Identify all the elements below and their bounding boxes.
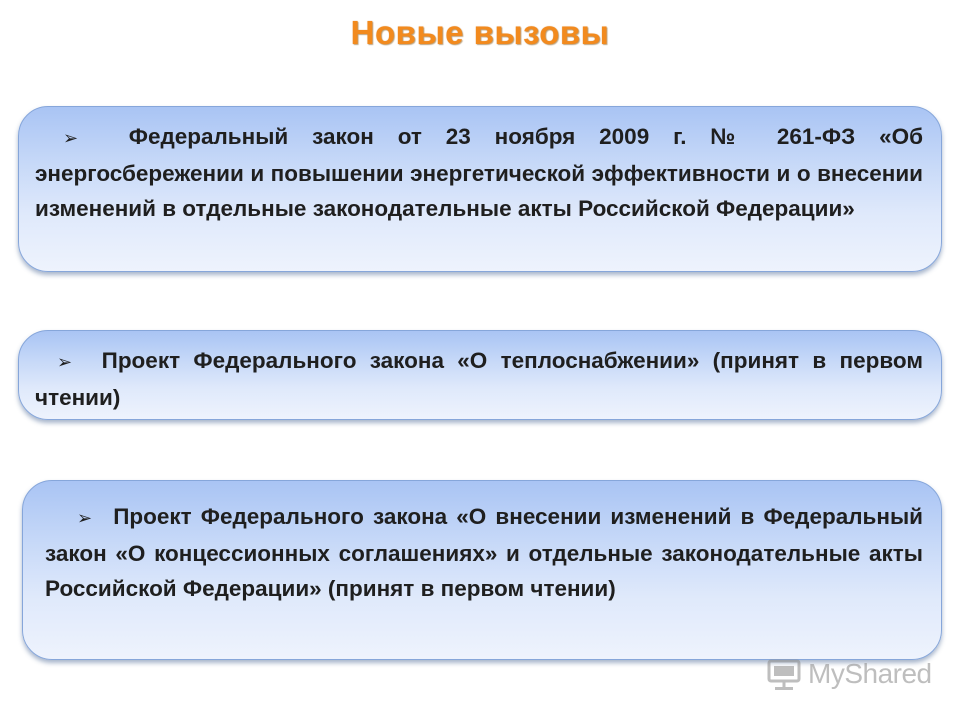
bullet-text: Проект Федерального закона «О внесении изменений в Федеральный закон «О концессионных соглашениях» и отдельные законодательные акты Российской Федерации» (принят в первом чтении)	[45, 504, 923, 601]
presentation-board-icon	[766, 656, 802, 692]
arrow-bullet-icon: ➢	[63, 128, 79, 148]
bullet-paragraph	[45, 499, 923, 606]
page-title: Новые вызовы	[350, 14, 610, 51]
arrow-bullet-icon: ➢	[77, 508, 93, 528]
bullet-box-heat-supply	[18, 330, 942, 420]
bullet-paragraph	[35, 119, 923, 226]
bullet-box-law-261	[18, 106, 942, 272]
bullet-box-concession	[22, 480, 942, 660]
bullet-paragraph	[35, 343, 923, 415]
arrow-bullet-icon: ➢	[57, 352, 73, 372]
myshared-watermark	[766, 656, 932, 692]
watermark-text: MyShared	[808, 658, 932, 689]
bullet-text: Федеральный закон от 23 ноября 2009 г. № 261-ФЗ «Об энергосбережении и повышении энергетической эффективности и о внесении изменений в отдельные законодательные акты Российской Федерации»	[35, 124, 923, 221]
bullet-text: Проект Федерального закона «О теплоснабжении» (принят в первом чтении)	[35, 348, 923, 410]
